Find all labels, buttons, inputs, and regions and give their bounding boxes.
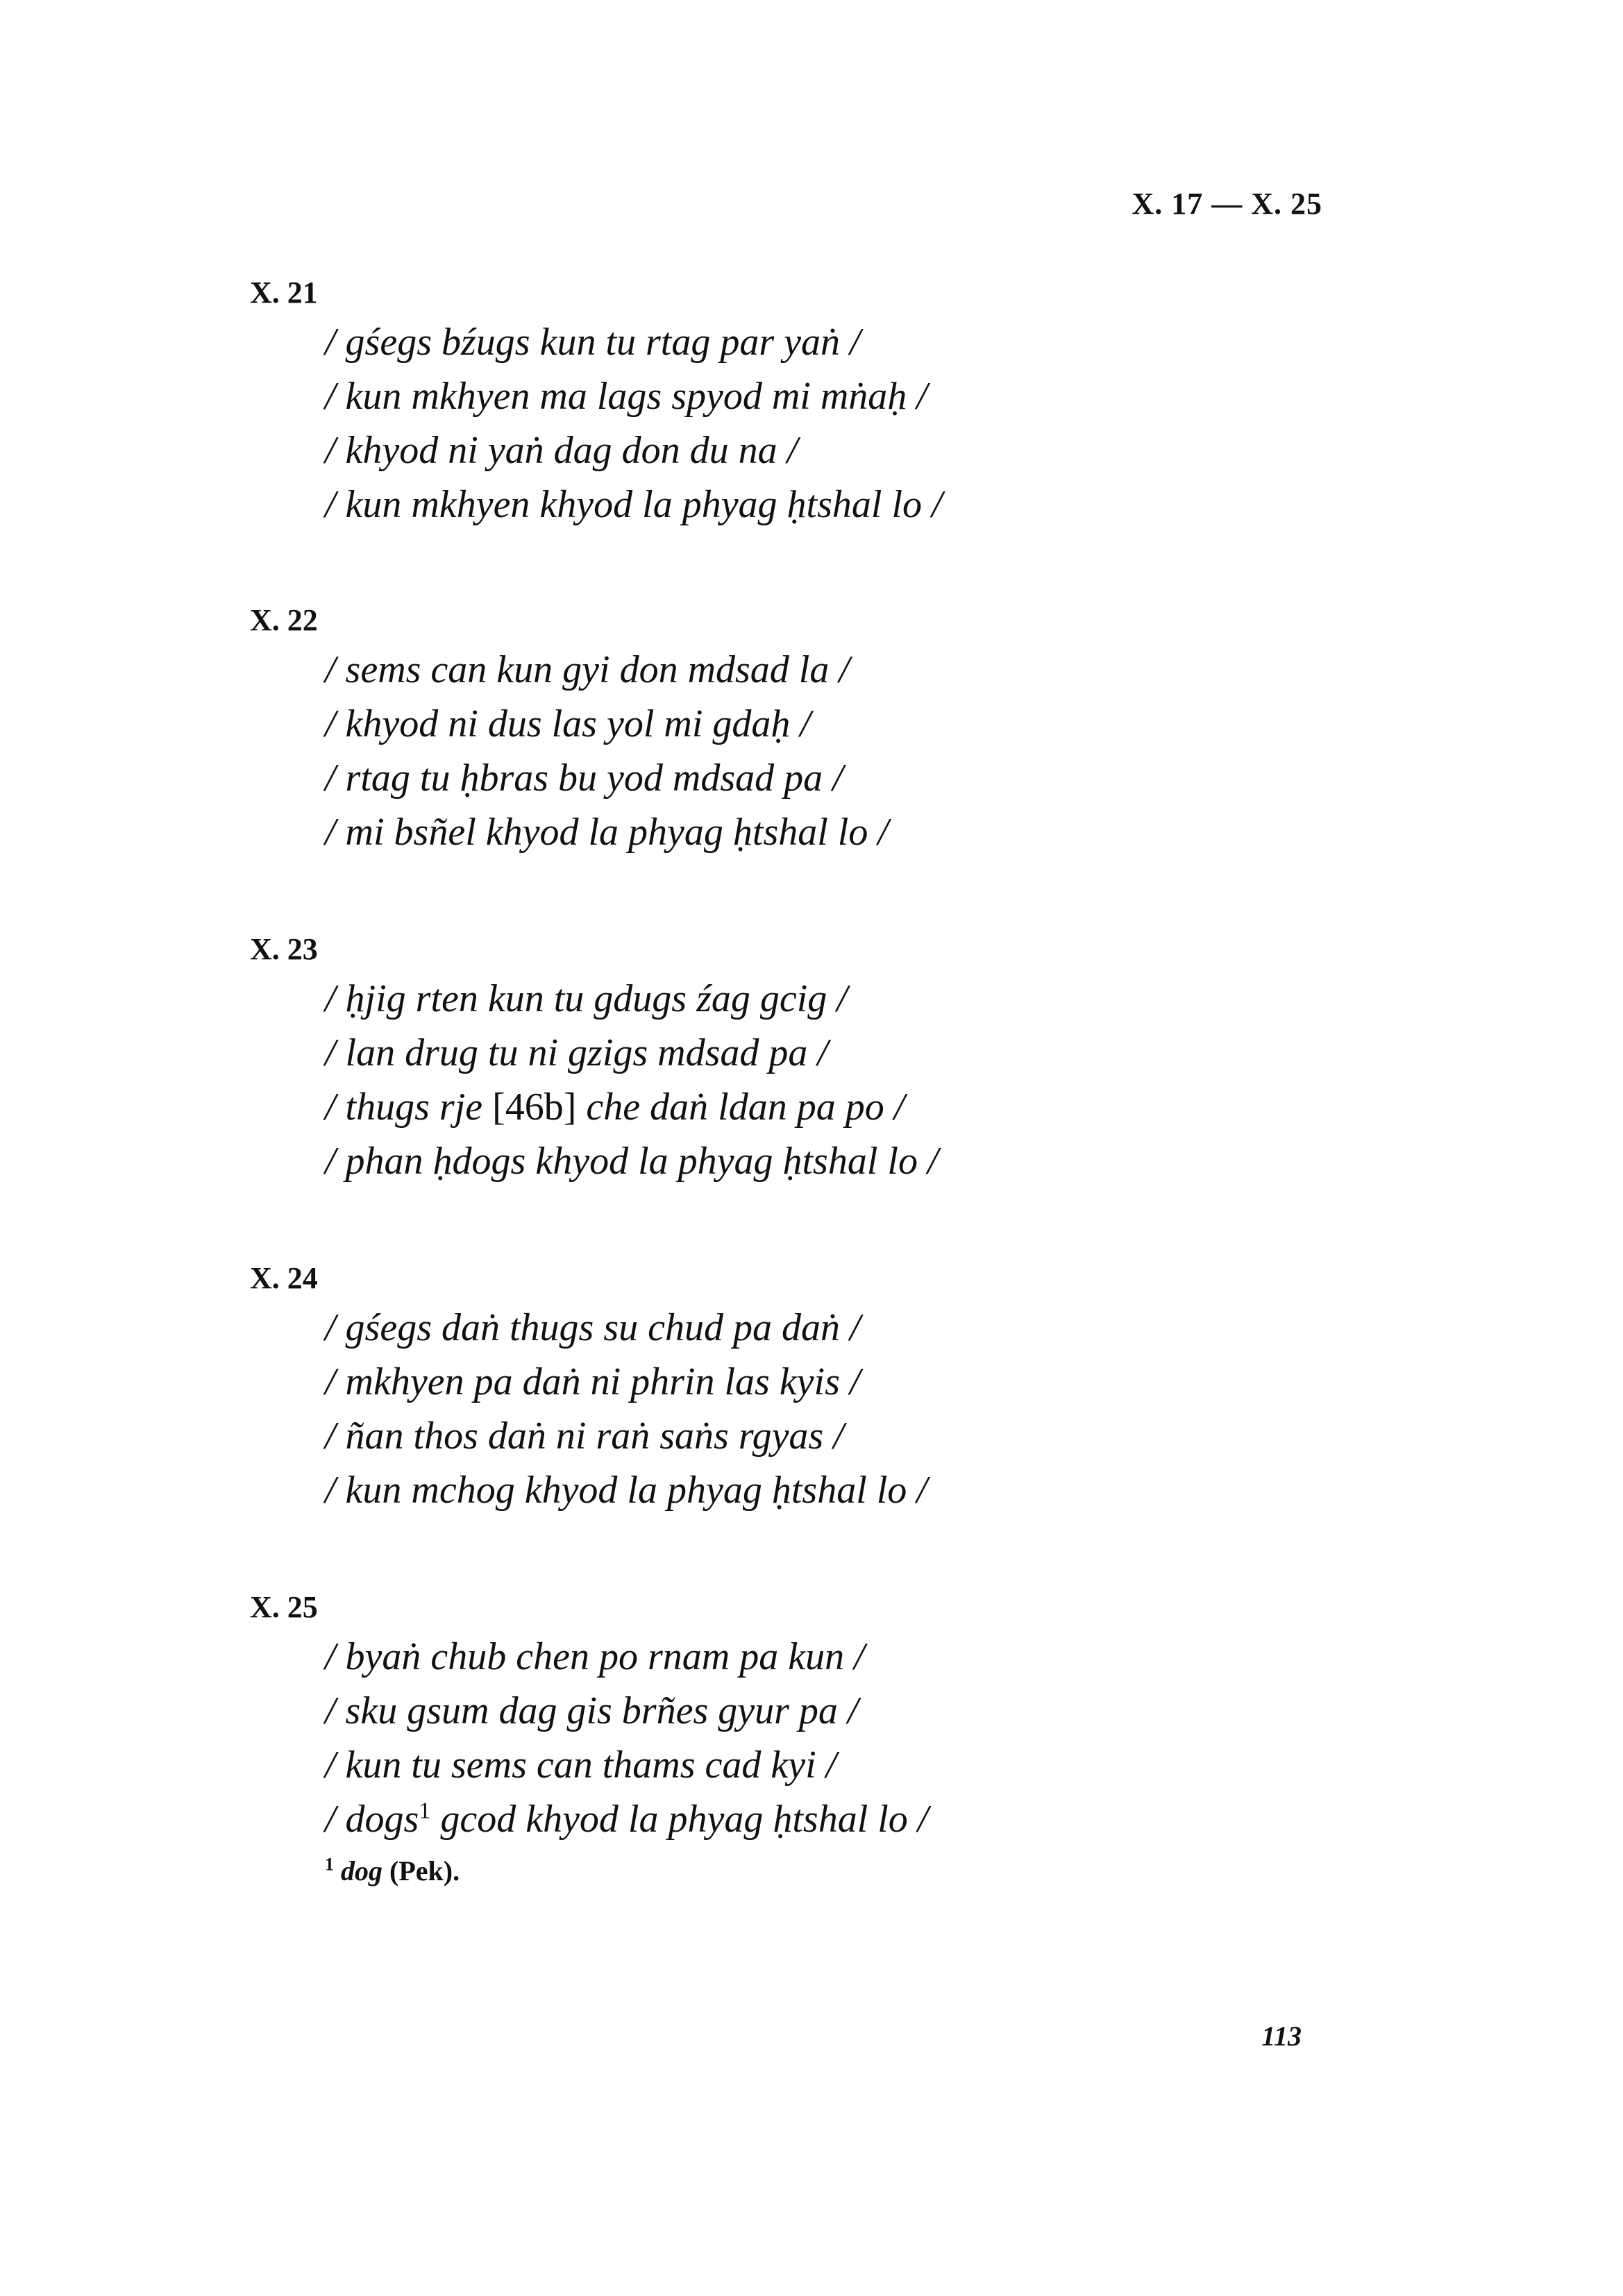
verse-line: / ñan thos daṅ ni raṅ saṅs rgyas /	[325, 1415, 844, 1458]
verse-line-text: / thugs rje	[325, 1086, 493, 1129]
verse-line: / gśegs daṅ thugs su chud pa daṅ /	[325, 1306, 861, 1349]
verse-line: / mkhyen pa daṅ ni phrin las kyis /	[325, 1360, 861, 1403]
verse-lines	[325, 972, 1222, 1188]
verse-lines	[325, 315, 1222, 532]
page-number: 113	[1261, 2020, 1302, 2052]
verse-line-text: che daṅ ldan pa po /	[576, 1086, 905, 1129]
verse-lines	[325, 1630, 1222, 1846]
verse-line-text: gcod khyod la phyag ḥtshal lo /	[430, 1798, 929, 1841]
verse-number: X. 25	[250, 1590, 318, 1624]
verse-number: X. 23	[250, 932, 318, 966]
verse-line: / rtag tu ḥbras bu yod mdsad pa /	[325, 757, 843, 800]
verse-number: X. 21	[250, 276, 318, 310]
verse-x22	[250, 598, 1222, 859]
verse-line: / gśegs bźugs kun tu rtag par yaṅ /	[325, 321, 861, 364]
verse-line: / phan ḥdogs khyod la phyag ḥtshal lo /	[325, 1140, 939, 1183]
verse-lines	[325, 1301, 1222, 1517]
verse-line: / kun mchog khyod la phyag ḥtshal lo /	[325, 1469, 927, 1512]
verse-line: / kun tu sems can thams cad kyi /	[325, 1744, 837, 1787]
verse-line: / ḥjig rten kun tu gdugs źag gcig /	[325, 977, 848, 1020]
verse-number: X. 22	[250, 603, 318, 637]
folio-reference: [46b]	[492, 1086, 577, 1129]
verse-line: / sems can kun gyi don mdsad la /	[325, 648, 850, 691]
verse-x25	[250, 1585, 1222, 1892]
verse-line: / khyod ni dus las yol mi gdaḥ /	[325, 702, 811, 745]
footnote	[325, 1850, 1222, 1892]
verse-line: / mi bsñel khyod la phyag ḥtshal lo /	[325, 811, 889, 854]
verse-x24	[250, 1256, 1222, 1517]
running-head: X. 17 — X. 25	[1132, 187, 1322, 221]
verse-line: / lan drug tu ni gzigs mdsad pa /	[325, 1031, 828, 1074]
footnote-mark: 1	[325, 1854, 334, 1875]
verse-number: X. 24	[250, 1261, 318, 1295]
verse-x23	[250, 927, 1222, 1188]
verse-line: / kun mkhyen ma lags spyod mi mṅaḥ /	[325, 375, 927, 418]
verse-line-with-footnote	[325, 1792, 1222, 1846]
verse-line-with-folio	[325, 1080, 1222, 1134]
verse-line: / kun mkhyen khyod la phyag ḥtshal lo /	[325, 483, 943, 526]
verse-line: / khyod ni yaṅ dag don du na /	[325, 429, 798, 472]
footnote-variant: dog	[341, 1855, 382, 1886]
verse-line-text: / dogs	[325, 1798, 419, 1841]
footnote-reference: 1	[419, 1798, 431, 1824]
verse-lines	[325, 643, 1222, 859]
footnote-source: (Pek).	[389, 1855, 460, 1886]
verse-line: / sku gsum dag gis brñes gyur pa /	[325, 1689, 859, 1732]
verse-line: / byaṅ chub chen po rnam pa kun /	[325, 1635, 865, 1678]
verse-x21	[250, 271, 1222, 532]
